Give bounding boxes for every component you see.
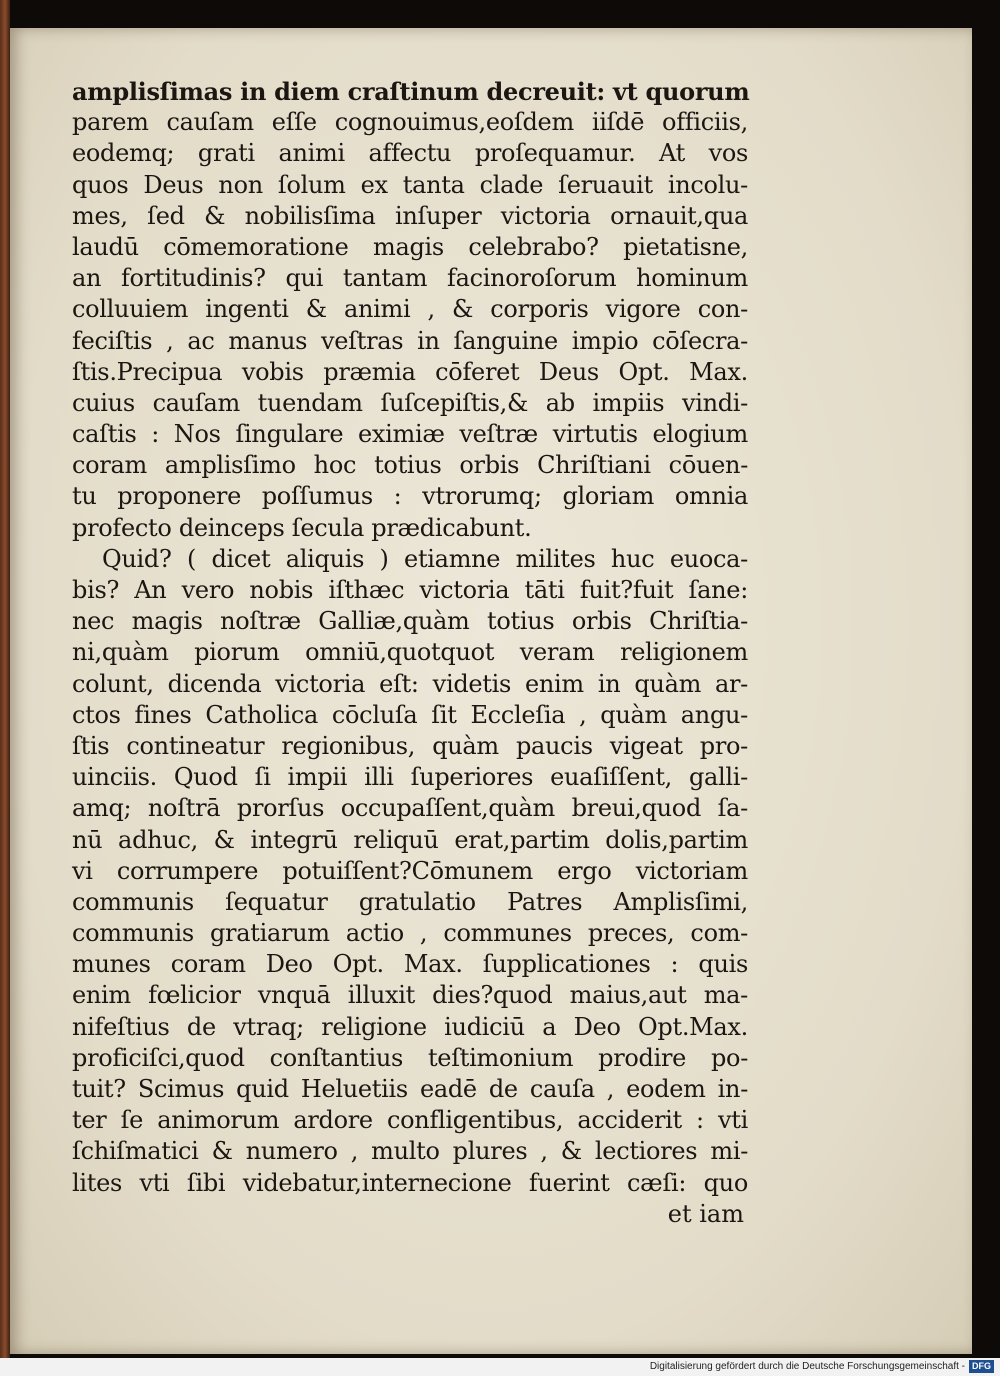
text-line: communis gratiarum actio , communes preces, com- [72,919,748,948]
text-line: ſtis contineatur regionibus, quàm paucis vigeat pro- [72,731,748,760]
text-line: nifeſtius de vtraq; religione iudiciū a Deo Opt.Max. [72,1012,748,1041]
text-line: feciſtis , ac manus veſtras in ſanguine impio cōſecra- [72,326,748,355]
text-line: nū adhuc, & integrū reliquū erat,partim dolis,partim [72,825,748,854]
text-line: ni,quàm piorum omniū,quotquot veram religionem [72,638,748,667]
text-line: lites vti ſibi videbatur,internecione fuerint cæſi: quo [72,1168,748,1197]
book-page [10,28,972,1354]
paragraph-start-line: Quid? ( dicet aliquis ) etiamne milites huc euoca- [102,544,748,573]
page-text [72,76,748,1230]
text-line: munes coram Deo Opt. Max. ſupplicationes : quis [72,950,748,979]
text-line: amq; noſtrā prorſus occupaſſent,quàm breui,quod ſa- [72,794,748,823]
text-line: parem cauſam eſſe cognouimus,eoſdem iiſdē officiis, [72,108,748,137]
text-line: an fortitudinis? qui tantam facinoroſorum hominum [72,264,748,293]
text-line: mes, ſed & nobilisſima inſuper victoria ornauit,qua [72,201,748,230]
text-line: laudū cōmemoratione magis celebrabo? pietatisne, [72,232,748,261]
text-line: quos Deus non ſolum ex tanta clade ſeruauit incolu- [72,170,748,199]
text-line: enim fœlicior vnquā illuxit dies?quod maius,aut ma- [72,981,748,1010]
text-line: eodemq; grati animi affectu proſequamur. At vos [72,139,748,168]
text-line: profecto deinceps ſecula prædicabunt. [72,513,532,542]
text-line: tuit? Scimus quid Heluetiis eadē de cauſa , eodem in- [72,1075,748,1103]
text-line: coram amplisſimo hoc totius orbis Chriſtiani cōuen- [72,451,748,480]
text-line: uinciis. Quod ſi impii illi ſuperiores euaſiſſent, galli- [72,763,748,792]
digitization-credit-text: Digitalisierung gefördert durch die Deutsche Forschungsgemeinschaft - [649,1361,965,1372]
text-line: ctos fines Catholica cōcluſa ſit Eccleſia , quàm angu- [72,700,748,729]
text-line: caſtis : Nos ſingulare eximiæ veſtræ virtutis elogium [72,420,748,449]
text-line: tu proponere poſſumus : vtrorumq; gloriam omnia [72,482,748,511]
text-line: cuius cauſam tuendam ſuſcepiſtis,& ab impiis vindi- [72,388,748,417]
text-line: colunt, dicenda victoria eſt: videtis enim in quàm ar- [72,669,748,698]
text-line: vi corrumpere potuiſſent?Cōmunem ergo victoriam [72,856,748,885]
text-line: ſtis.Precipua vobis præmia cōferet Deus Opt. Max. [72,357,748,386]
text-line: nec magis noſtræ Galliæ,quàm totius orbis Chriſtia- [72,607,748,636]
text-line: proficiſci,quod conſtantius teſtimonium prodire po- [72,1043,748,1072]
digitization-credit-bar [0,1358,1000,1376]
catchword: et iam [667,1199,744,1228]
text-line: communis ſequatur gratulatio Patres Amplisſimi, [72,887,748,916]
text-line: ſchiſmatici & numero , multo plures , & lectiores mi- [72,1137,748,1166]
text-line: colluuiem ingenti & animi , & corporis vigore con- [72,295,748,324]
book-spine-edge [0,0,10,1358]
text-line: ter ſe animorum ardore confligentibus, acciderit : vti [72,1106,748,1135]
dfg-logo-icon: DFG [969,1360,994,1373]
text-line: amplisſimas in diem craſtinum decreuit: vt quorum [72,77,750,106]
text-line: bis? An vero nobis iſthæc victoria tāti fuit?fuit ſane: [72,576,748,604]
